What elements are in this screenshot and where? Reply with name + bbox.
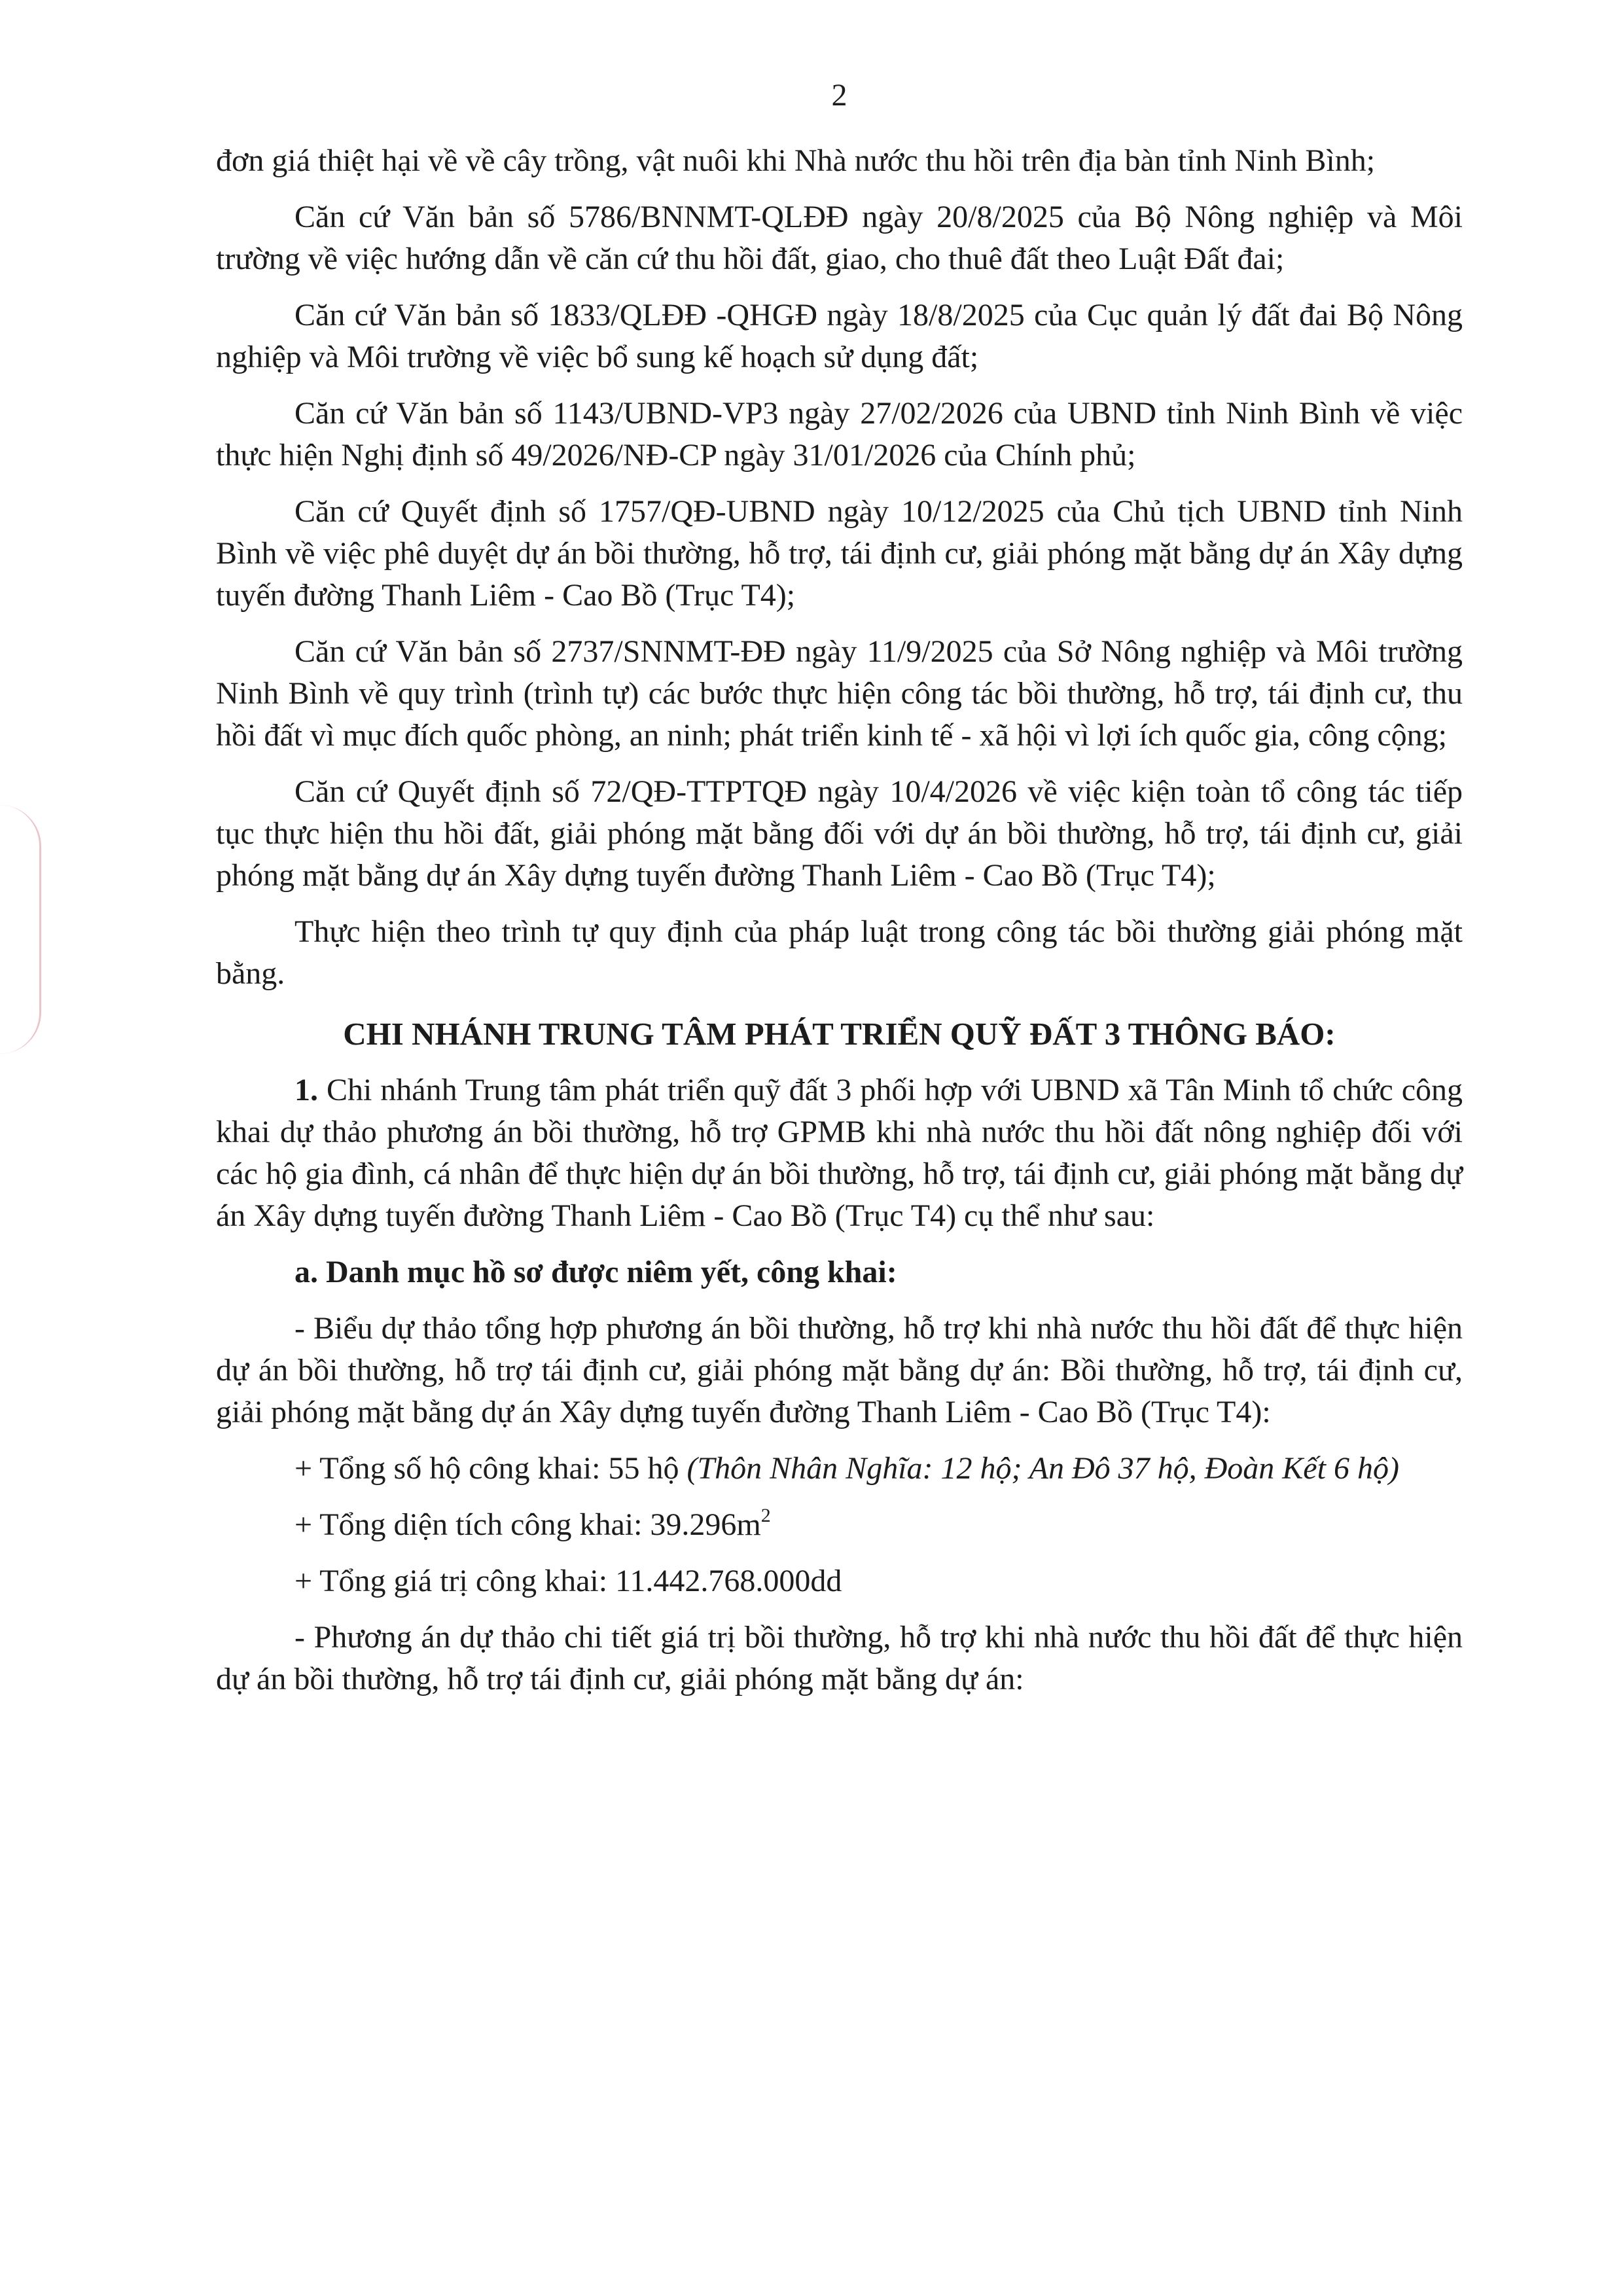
total-households-label: + Tổng số hộ công khai: 55 hộ [294,1451,687,1486]
paragraph-procedure: Thực hiện theo trình tự quy định của pháp luật trong công tác bồi thường giải phóng mặt bằng. [216,914,1463,991]
paragraph-legal-basis-2: Căn cứ Văn bản số 1833/QLĐĐ -QHGĐ ngày 18/8/2025 của Cục quản lý đất đai Bộ Nông nghiệp và Môi trường về việc bổ sung kế hoạch sử dụng đất; [216,298,1463,374]
area-unit-superscript: 2 [760,1505,771,1526]
paragraph-continuation: đơn giá thiệt hại về về cây trồng, vật nuôi khi Nhà nước thu hồi trên địa bàn tỉnh Ninh Bình; [216,143,1376,178]
total-area-label: + Tổng diện tích công khai: 39.296m [294,1507,761,1542]
notice-heading: CHI NHÁNH TRUNG TÂM PHÁT TRIỂN QUỸ ĐẤT 3 THÔNG BÁO: [343,1016,1336,1052]
item-1-number: 1. [294,1073,318,1107]
bullet-detailed-plan: - Phương án dự thảo chi tiết giá trị bồi thường, hỗ trợ khi nhà nước thu hồi đất để thực hiện dự án bồi thường, hỗ trợ tái định cư, giải phóng mặt bằng dự án: [216,1620,1463,1696]
document-page [216,0,1463,2296]
total-value-line: + Tổng giá trị công khai: 11.442.768.000dd [294,1564,842,1598]
item-1-paragraph [216,1069,1463,1237]
paragraph-legal-basis-6: Căn cứ Quyết định số 72/QĐ-TTPTQĐ ngày 10/4/2026 về việc kiện toàn tổ công tác tiếp tục thực hiện thu hồi đất, giải phóng mặt bằng đối với dự án bồi thường, hỗ trợ, tái định cư, giải phóng mặt bằng dự án Xây dựng tuyến đường Thanh Liêm - Cao Bồ (Trục T4); [216,774,1463,893]
section-a-heading: a. Danh mục hồ sơ được niêm yết, công khai: [294,1255,897,1289]
total-area-line [216,1504,1463,1546]
paragraph-legal-basis-5: Căn cứ Văn bản số 2737/SNNMT-ĐĐ ngày 11/9/2025 của Sở Nông nghiệp và Môi trường Ninh Bình về quy trình (trình tự) các bước thực hiện công tác bồi thường, hỗ trợ, tái định cư, thu hồi đất vì mục đích quốc phòng, an ninh; phát triển kinh tế - xã hội vì lợi ích quốc gia, công cộng; [216,634,1463,753]
paragraph-legal-basis-3: Căn cứ Văn bản số 1143/UBND-VP3 ngày 27/02/2026 của UBND tỉnh Ninh Bình về việc thực hiện Nghị định số 49/2026/NĐ-CP ngày 31/01/2026 của Chính phủ; [216,396,1463,473]
total-households-line [216,1448,1463,1490]
page-number: 2 [831,78,847,113]
stamp-edge-mark [0,805,41,1054]
bullet-summary-table: - Biểu dự thảo tổng hợp phương án bồi thường, hỗ trợ khi nhà nước thu hồi đất để thực hiện dự án bồi thường, hỗ trợ tái định cư, giải phóng mặt bằng dự án: Bồi thường, hỗ trợ, tái định cư, giải phóng mặt bằng dự án Xây dựng tuyến đường Thanh Liêm - Cao Bồ (Trục T4): [216,1311,1463,1429]
paragraph-legal-basis-1: Căn cứ Văn bản số 5786/BNNMT-QLĐĐ ngày 20/8/2025 của Bộ Nông nghiệp và Môi trường về việc hướng dẫn về căn cứ thu hồi đất, giao, cho thuê đất theo Luật Đất đai; [216,200,1463,276]
item-1-text: Chi nhánh Trung tâm phát triển quỹ đất 3 phối hợp với UBND xã Tân Minh tổ chức công khai dự thảo phương án bồi thường, hỗ trợ GPMB khi nhà nước thu hồi đất nông nghiệp đối với các hộ gia đình, cá nhân để thực hiện dự án bồi thường, hỗ trợ, tái định cư, giải phóng mặt bằng dự án Xây dựng tuyến đường Thanh Liêm - Cao Bồ (Trục T4) cụ thể như sau: [216,1073,1463,1233]
paragraph-legal-basis-4: Căn cứ Quyết định số 1757/QĐ-UBND ngày 10/12/2025 của Chủ tịch UBND tỉnh Ninh Bình về việc phê duyệt dự án bồi thường, hỗ trợ, tái định cư, giải phóng mặt bằng dự án Xây dựng tuyến đường Thanh Liêm - Cao Bồ (Trục T4); [216,494,1463,613]
total-households-detail: (Thôn Nhân Nghĩa: 12 hộ; An Đô 37 hộ, Đoàn Kết 6 hộ) [687,1451,1399,1486]
document-body [216,140,1463,1700]
